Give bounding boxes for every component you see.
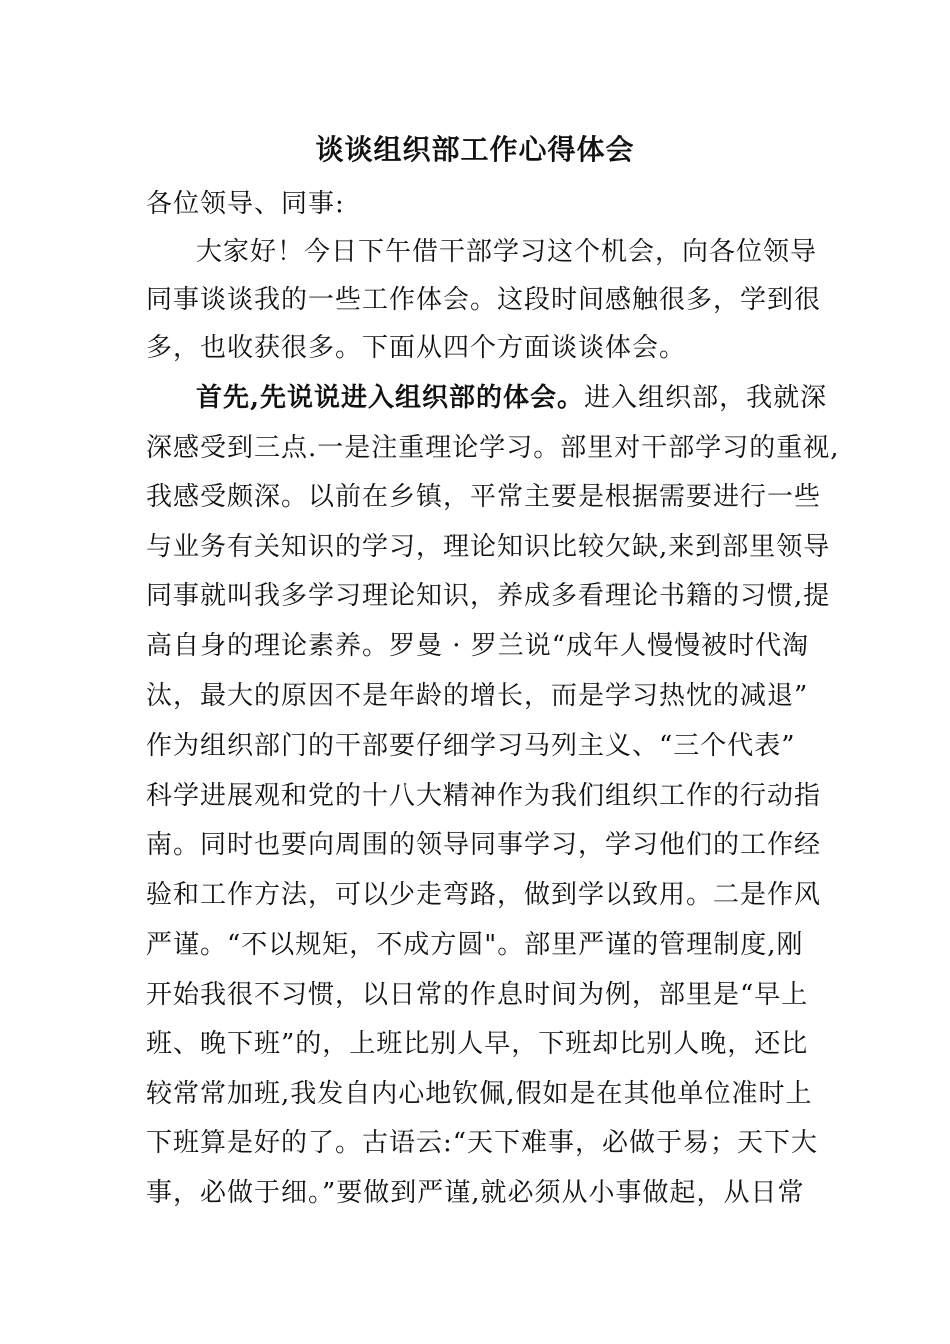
paragraph2-line: 科学进展观和党的十八大精神作为我们组织工作的行动指: [146, 781, 822, 811]
paragraph2-line: 同事就叫我多学习理论知识，养成多看理论书籍的习惯,提: [146, 581, 831, 611]
paragraph2-line: 我感受颇深。以前在乡镇，平常主要是根据需要进行一些: [146, 482, 822, 512]
document-title: 谈谈组织部工作心得体会: [315, 133, 635, 166]
paragraph2-first-line: [196, 378, 876, 418]
paragraph2-line: 高自身的理论素养。罗曼 · 罗兰说“成年人慢慢被时代淘: [146, 631, 810, 661]
paragraph2-line: 验和工作方法，可以少走弯路，做到学以致用。二是作风: [146, 880, 822, 910]
paragraph1-line: 同事谈谈我的一些工作体会。这段时间感触很多，学到很: [146, 285, 822, 315]
paragraph2-line: 下班算是好的了。古语云:“天下难事，必做于易；天下大: [146, 1128, 819, 1158]
paragraph2-line: 较常常加班,我发自内心地钦佩,假如是在其他单位准时上: [146, 1079, 813, 1109]
salutation: 各位领导、同事:: [146, 189, 345, 219]
paragraph2-line: 严谨。“不以规矩，不成方圆"。部里严谨的管理制度,刚: [146, 930, 804, 960]
paragraph2-line: 南。同时也要向周围的领导同事学习，学习他们的工作经: [146, 830, 822, 860]
paragraph2-line: 班、晚下班”的，上班比别人早，下班却比别人晚，还比: [146, 1029, 809, 1059]
paragraph2-line: 作为组织部门的干部要仔细学习马列主义、“三个代表”: [146, 731, 796, 761]
paragraph2-line: 进入组织部，我就深: [584, 383, 828, 413]
paragraph2-line: 事，必做于细。”要做到严谨,就必须从小事做起，从日常: [146, 1178, 805, 1208]
paragraph1-line: 多，也收获很多。下面从四个方面谈谈体会。: [146, 333, 687, 363]
paragraph2-line: 汰，最大的原因不是年龄的增长，而是学习热忱的减退”: [146, 681, 809, 711]
paragraph2-heading: 首先,先说说进入组织部的体会。: [196, 383, 585, 413]
paragraph1-line: 大家好！今日下午借干部学习这个机会，向各位领导: [196, 237, 818, 267]
paragraph2-line: 与业务有关知识的学习，理论知识比较欠缺,来到部里领导: [146, 532, 831, 562]
paragraph2-line: 深感受到三点.一是注重理论学习。部里对干部学习的重视,: [146, 433, 840, 463]
paragraph2-line: 开始我很不习惯，以日常的作息时间为例，部里是“早上: [146, 980, 809, 1010]
